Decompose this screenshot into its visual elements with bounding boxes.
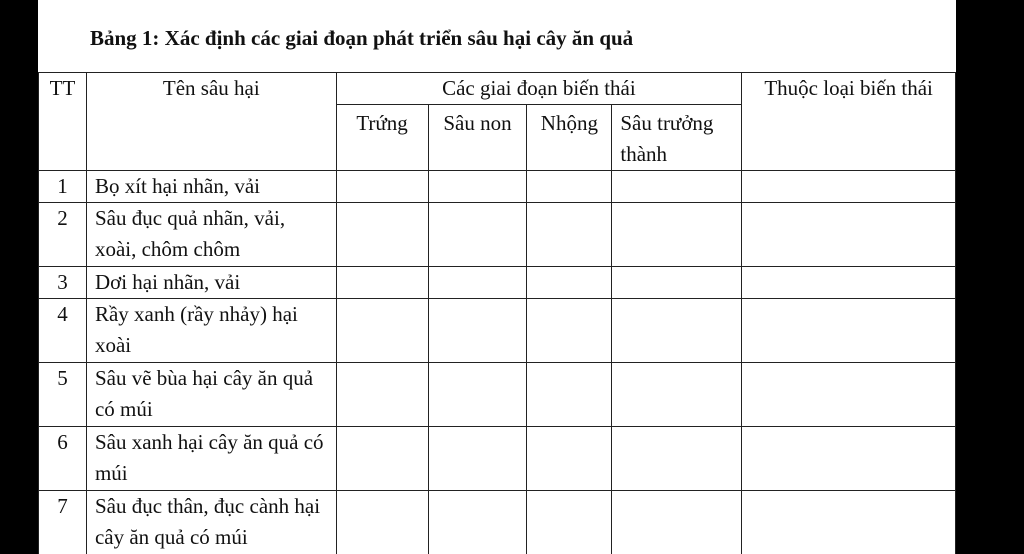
- cell-type: [742, 171, 956, 203]
- cell-egg: [336, 203, 428, 267]
- cell-larva: [428, 363, 527, 427]
- cell-pupa: [527, 203, 612, 267]
- header-stage-pupa: Nhộng: [527, 105, 612, 171]
- row-name: Sâu xanh hại cây ăn quả có múi: [86, 427, 336, 491]
- cell-adult: [612, 427, 742, 491]
- header-stage-adult: Sâu trưởng thành: [612, 105, 742, 171]
- cell-adult: [612, 491, 742, 554]
- row-tt: 5: [39, 363, 87, 427]
- row-name: Dơi hại nhãn, vải: [86, 267, 336, 299]
- row-name: Rầy xanh (rầy nhảy) hại xoài: [86, 299, 336, 363]
- cell-pupa: [527, 427, 612, 491]
- table-title: Bảng 1: Xác định các giai đoạn phát triển sâu hại cây ăn quả: [90, 26, 634, 50]
- cell-adult: [612, 299, 742, 363]
- cell-egg: [336, 363, 428, 427]
- cell-larva: [428, 427, 527, 491]
- header-stage-egg: Trứng: [336, 105, 428, 171]
- row-name: Sâu đục quả nhãn, vải, xoài, chôm chôm: [86, 203, 336, 267]
- cell-egg: [336, 267, 428, 299]
- table-row: [39, 491, 956, 554]
- cell-pupa: [527, 267, 612, 299]
- cell-pupa: [527, 171, 612, 203]
- cell-adult: [612, 363, 742, 427]
- row-tt: 4: [39, 299, 87, 363]
- header-name: Tên sâu hại: [86, 73, 336, 171]
- cell-adult: [612, 171, 742, 203]
- table-row: [39, 363, 956, 427]
- table-row: [39, 299, 956, 363]
- cell-egg: [336, 171, 428, 203]
- row-tt: 7: [39, 491, 87, 554]
- cell-adult: [612, 203, 742, 267]
- cell-type: [742, 427, 956, 491]
- table-row: [39, 427, 956, 491]
- cell-type: [742, 203, 956, 267]
- cell-pupa: [527, 363, 612, 427]
- cell-type: [742, 267, 956, 299]
- header-row: [39, 73, 956, 105]
- cell-larva: [428, 491, 527, 554]
- cell-egg: [336, 427, 428, 491]
- cell-adult: [612, 267, 742, 299]
- header-stages-group: Các giai đoạn biến thái: [336, 73, 742, 105]
- header-stage-larva: Sâu non: [428, 105, 527, 171]
- row-tt: 2: [39, 203, 87, 267]
- cell-larva: [428, 203, 527, 267]
- row-tt: 1: [39, 171, 87, 203]
- cell-larva: [428, 267, 527, 299]
- cell-egg: [336, 491, 428, 554]
- table-row: [39, 267, 956, 299]
- cell-larva: [428, 171, 527, 203]
- row-name: Sâu đục thân, đục cành hại cây ăn quả có múi: [86, 491, 336, 554]
- header-type: Thuộc loại biến thái: [742, 73, 956, 171]
- cell-larva: [428, 299, 527, 363]
- row-tt: 3: [39, 267, 87, 299]
- header-tt: TT: [39, 73, 87, 171]
- table-row: [39, 203, 956, 267]
- cell-egg: [336, 299, 428, 363]
- row-name: Bọ xít hại nhãn, vải: [86, 171, 336, 203]
- cell-pupa: [527, 299, 612, 363]
- table-row: [39, 171, 956, 203]
- cell-pupa: [527, 491, 612, 554]
- row-name: Sâu vẽ bùa hại cây ăn quả có múi: [86, 363, 336, 427]
- cell-type: [742, 491, 956, 554]
- row-tt: 6: [39, 427, 87, 491]
- cell-type: [742, 299, 956, 363]
- cell-type: [742, 363, 956, 427]
- pest-stage-table: [38, 72, 956, 554]
- document-page: [38, 0, 956, 554]
